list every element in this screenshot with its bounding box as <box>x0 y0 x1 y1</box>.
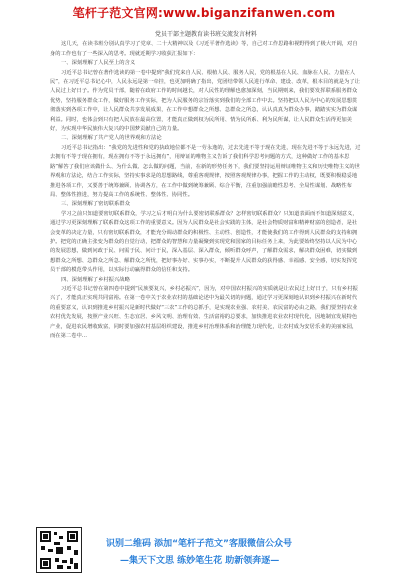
paragraph-3: 学习之前只知道要密切联系群众，学习之后才明白为什么要密切联系群众？怎样密切联系群众？只知道表面而不知道深刻意义，通过学习更深刻理解了联系群众这项工作的重要意义。因为人民群众是社会实践的主体，是社会物质财富和精神财富的创造者，是社会变革的决定力量，只有密切联系群众，才能充分调动群众的积极性、主动性、创造性，才能使我们的工作得到人民群众的支持和拥护。把党的正确主张变为群众的自觉行动，把群众的智慧和力量凝聚到实现党和国家的目标任务上来，为此要始终坚持以人民为中心的发展思想，做到问政于民、问需于民、问计于民，深入基层、深入群众，倾听群众呼声，了解群众需求，解决群众困难，切实做到想群众之所想、急群众之所急、解群众之所忧，把好事办好、实事办实，不断提升人民群众的获得感、幸福感、安全感，切实发挥党员干部的模范带头作用，以实际行动赢得群众的信任和支持。 <box>50 210 358 274</box>
footer-line-1: 识别二维码 添加“笔杆子范文”客服微信公众号 <box>106 539 292 549</box>
document-body <box>50 30 362 530</box>
site-banner[interactable] <box>0 0 408 22</box>
footer-line-2: —集天下文思 练妙笔生花 助新领奔逐— <box>120 556 280 566</box>
paragraph-intro: 这几天，在读书班分别认真学习了党章、二十大精神以及《习近平著作选读》等，自己对工作思路和视野得到了极大开阔，对自身的工作也有了一些深入的思考。现就近期学习收获汇报如下： <box>50 41 358 57</box>
paragraph-2: 习近平总书记指出：“我党的先进性和党的执政地位都不是一劳永逸的，过去先进不等于现在先进，现在先进不等于永远先进，过去拥有不等于现在拥有，现在拥有不等于永远拥有”，用辩证的唯物主义告诉了我们科学思考问题的方式，这种做好工作的基本思路”解答了我们应该做什么、为什么做、怎么做的问题，当前，在新的形势任务下，我们要坚持运用辩证唯物主义和历史唯物主义的世界观和方法论，结合工作实际，坚持实事求是的思想路线，尊重客观规律，按照客观规律办事，把握工作的主动权，既要积极稳妥地推进各项工作，又要善于统筹兼顾、协调各方，在工作中做到统筹兼顾、综合平衡，注重加强前瞻性思考、全局性谋划、战略性布局、整体性推进，努力提高工作的系统性、整体性、协同性。 <box>50 144 361 198</box>
section-heading-2: 二、深刻理解了共产党人的世界观和方法论 <box>61 135 162 142</box>
footer-promo <box>36 527 372 573</box>
qr-code-icon[interactable] <box>36 527 82 573</box>
paragraph-4: 习近平总书记曾在第四卷中提到“民族要复兴，乡村必振兴”，因为，对中国农村振兴的实质就是让农民过上好日子，只有乡村振兴了，才能真正实现共同富裕。在第一卷中关于农业农村的基础论述中为最关切的问题，通过学习更深刻地认识到乡村振兴在新时代的重要意义，认识到推进乡村振兴是新时代做好“三农”工作的总抓手，是实现农业强、农村美、农民富的必由之路，我们要坚持农业农村优先发展，按照产业兴旺、生态宜居、乡风文明、治理有效、生活富裕的总要求，加快推进农业农村现代化，因地制宜发展特色产业，促进农民增收致富，同时要加强农村基层组织建设，推进乡村治理体系和治理能力现代化，让农村成为安居乐业的美丽家园，而在第二卷中… <box>50 285 358 339</box>
section-heading-1: 一、深刻理解了人民至上的含义 <box>61 60 136 67</box>
site-banner-text[interactable]: 笔杆子范文官网:www.biganzifanwen.com <box>72 6 336 20</box>
section-heading-4: 四、深刻理解了乡村振兴战略 <box>61 276 130 283</box>
section-heading-3: 三、深刻理解了密切联系群众 <box>61 201 130 208</box>
paragraph-1: 习近平总书记曾在著作选读的第一卷中提到“我们党来自人民、根植人民、服务人民，党的根基在人民、血脉在人民、力量在人民”，在习近平总书记心中，人民永远是第一牵挂，也更加明确了指出，党团结带领人民进行革命、建设、改革，根本目的就是为了让人民过上好日子。作为党员干部，随着在政府工作的时间越长，对人民性的理解也愈加深刻，当民期则来，我们要发挥联系服务群众优势，坚持服务群众工作，做好服务工作实际，把为人民服务的宗旨落实到我们的全部工作中去。坚持把以人民为中心的发展思想贯彻落实到各项工作中，让人民群众共享发展成果，在工作中想群众之所想、急群众之所急，认认真真为群众办事，踏踏实实为群众谋利益。同时，也体会到只有把人民放在最高位置，才能真正做到权为民所用、情为民所系、利为民所谋，让人民群众生活得更加美好，为实现中华民族伟大复兴的中国梦贡献自己的力量。 <box>50 69 360 133</box>
document-title: 党员干部主题教育读书班交流发言材料 <box>154 31 257 38</box>
